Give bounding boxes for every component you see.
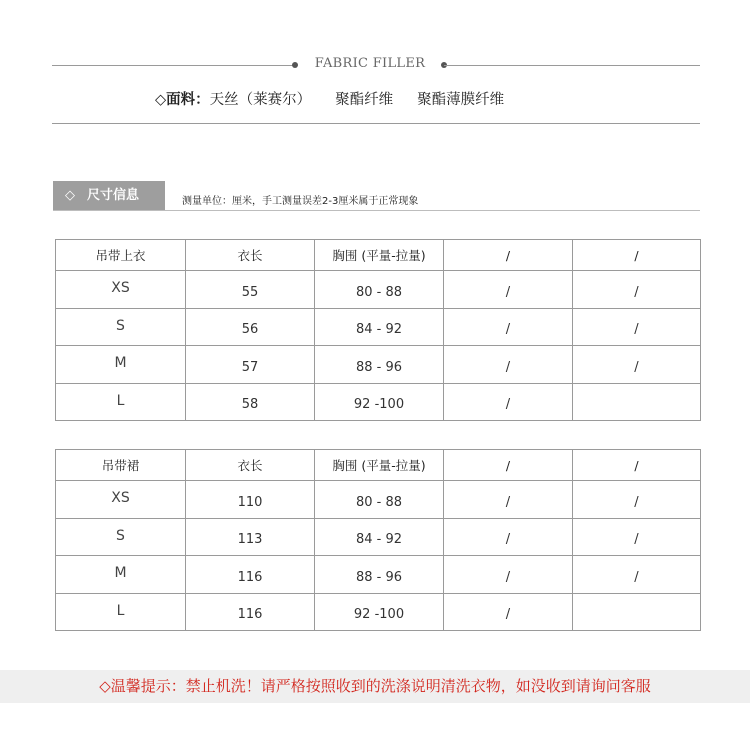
fabric-dot-left bbox=[292, 62, 298, 68]
table-cell: 116 bbox=[186, 593, 315, 631]
table-header-cell: / bbox=[573, 450, 701, 481]
table-row bbox=[56, 383, 701, 421]
fabric-material: 天丝（莱赛尔） bbox=[209, 92, 312, 108]
table-cell: / bbox=[573, 346, 701, 384]
size-cell: M bbox=[56, 556, 186, 594]
fabric-rule-right bbox=[444, 65, 700, 66]
table-row bbox=[56, 556, 701, 594]
table-cell: / bbox=[444, 556, 573, 594]
care-warning-banner: ◇温馨提示：禁止机洗！请严格按照收到的洗涤说明清洗衣物，如没收到请询问客服 bbox=[0, 670, 750, 703]
table-row bbox=[56, 346, 701, 384]
table-cell: 92 -100 bbox=[315, 383, 444, 421]
size-cell: S bbox=[56, 308, 186, 346]
table-cell: / bbox=[573, 556, 701, 594]
size-cell: L bbox=[56, 383, 186, 421]
table-cell: 92 -100 bbox=[315, 593, 444, 631]
table-cell: 57 bbox=[186, 346, 315, 384]
table-cell: / bbox=[573, 271, 701, 309]
table-row bbox=[56, 593, 701, 631]
table-header-cell: / bbox=[444, 450, 573, 481]
table-header-cell: 衣长 bbox=[186, 240, 315, 271]
table-cell: 88 - 96 bbox=[315, 346, 444, 384]
table-header-row bbox=[56, 450, 701, 481]
table-cell: 58 bbox=[186, 383, 315, 421]
table-cell: 110 bbox=[186, 481, 315, 519]
table-cell: 80 - 88 bbox=[315, 271, 444, 309]
table-cell: / bbox=[444, 383, 573, 421]
size-info-divider bbox=[53, 210, 700, 211]
table-cell: / bbox=[573, 308, 701, 346]
table-cell: 88 - 96 bbox=[315, 556, 444, 594]
table-header-cell: 吊带上衣 bbox=[56, 240, 186, 271]
fabric-title: FABRIC FILLER bbox=[314, 56, 426, 71]
table-cell: 116 bbox=[186, 556, 315, 594]
table-cell: 113 bbox=[186, 518, 315, 556]
fabric-material: 聚酯纤维 bbox=[335, 92, 394, 108]
size-table-bottom bbox=[55, 449, 701, 631]
table-cell: 56 bbox=[186, 308, 315, 346]
table-header-cell: / bbox=[573, 240, 701, 271]
table-cell: / bbox=[444, 518, 573, 556]
fabric-divider bbox=[52, 123, 700, 124]
table-cell: 80 - 88 bbox=[315, 481, 444, 519]
measurement-note: 测量单位：厘米，手工测量误差2-3厘米属于正常现象 bbox=[182, 196, 419, 207]
table-header-cell: 吊带裙 bbox=[56, 450, 186, 481]
table-cell: / bbox=[444, 308, 573, 346]
size-table-top bbox=[55, 239, 701, 421]
table-cell: / bbox=[444, 481, 573, 519]
table-row bbox=[56, 308, 701, 346]
diamond-icon: ◇ bbox=[65, 188, 75, 203]
table-header-cell: / bbox=[444, 240, 573, 271]
table-cell: / bbox=[573, 518, 701, 556]
size-cell: XS bbox=[56, 271, 186, 309]
table-row bbox=[56, 518, 701, 556]
table-header-cell: 胸围 (平量-拉量) bbox=[315, 240, 444, 271]
table-cell: / bbox=[444, 271, 573, 309]
size-cell: XS bbox=[56, 481, 186, 519]
table-header-row bbox=[56, 240, 701, 271]
table-cell: 55 bbox=[186, 271, 315, 309]
size-cell: M bbox=[56, 346, 186, 384]
table-cell: 84 - 92 bbox=[315, 518, 444, 556]
fabric-material: 聚酯薄膜纤维 bbox=[417, 92, 505, 108]
table-cell: / bbox=[444, 593, 573, 631]
size-info-badge bbox=[53, 181, 165, 210]
fabric-materials-line bbox=[155, 88, 528, 109]
size-cell: L bbox=[56, 593, 186, 631]
table-row bbox=[56, 271, 701, 309]
table-cell: 84 - 92 bbox=[315, 308, 444, 346]
table-header-cell: 衣长 bbox=[186, 450, 315, 481]
size-cell: S bbox=[56, 518, 186, 556]
size-info-title: 尺寸信息 bbox=[87, 188, 140, 203]
fabric-label: ◇面料： bbox=[155, 92, 210, 108]
table-header-cell: 胸围 (平量-拉量) bbox=[315, 450, 444, 481]
table-cell: / bbox=[444, 346, 573, 384]
table-row bbox=[56, 481, 701, 519]
table-cell bbox=[573, 593, 701, 631]
table-cell: / bbox=[573, 481, 701, 519]
table-cell bbox=[573, 383, 701, 421]
fabric-rule-left bbox=[52, 65, 294, 66]
